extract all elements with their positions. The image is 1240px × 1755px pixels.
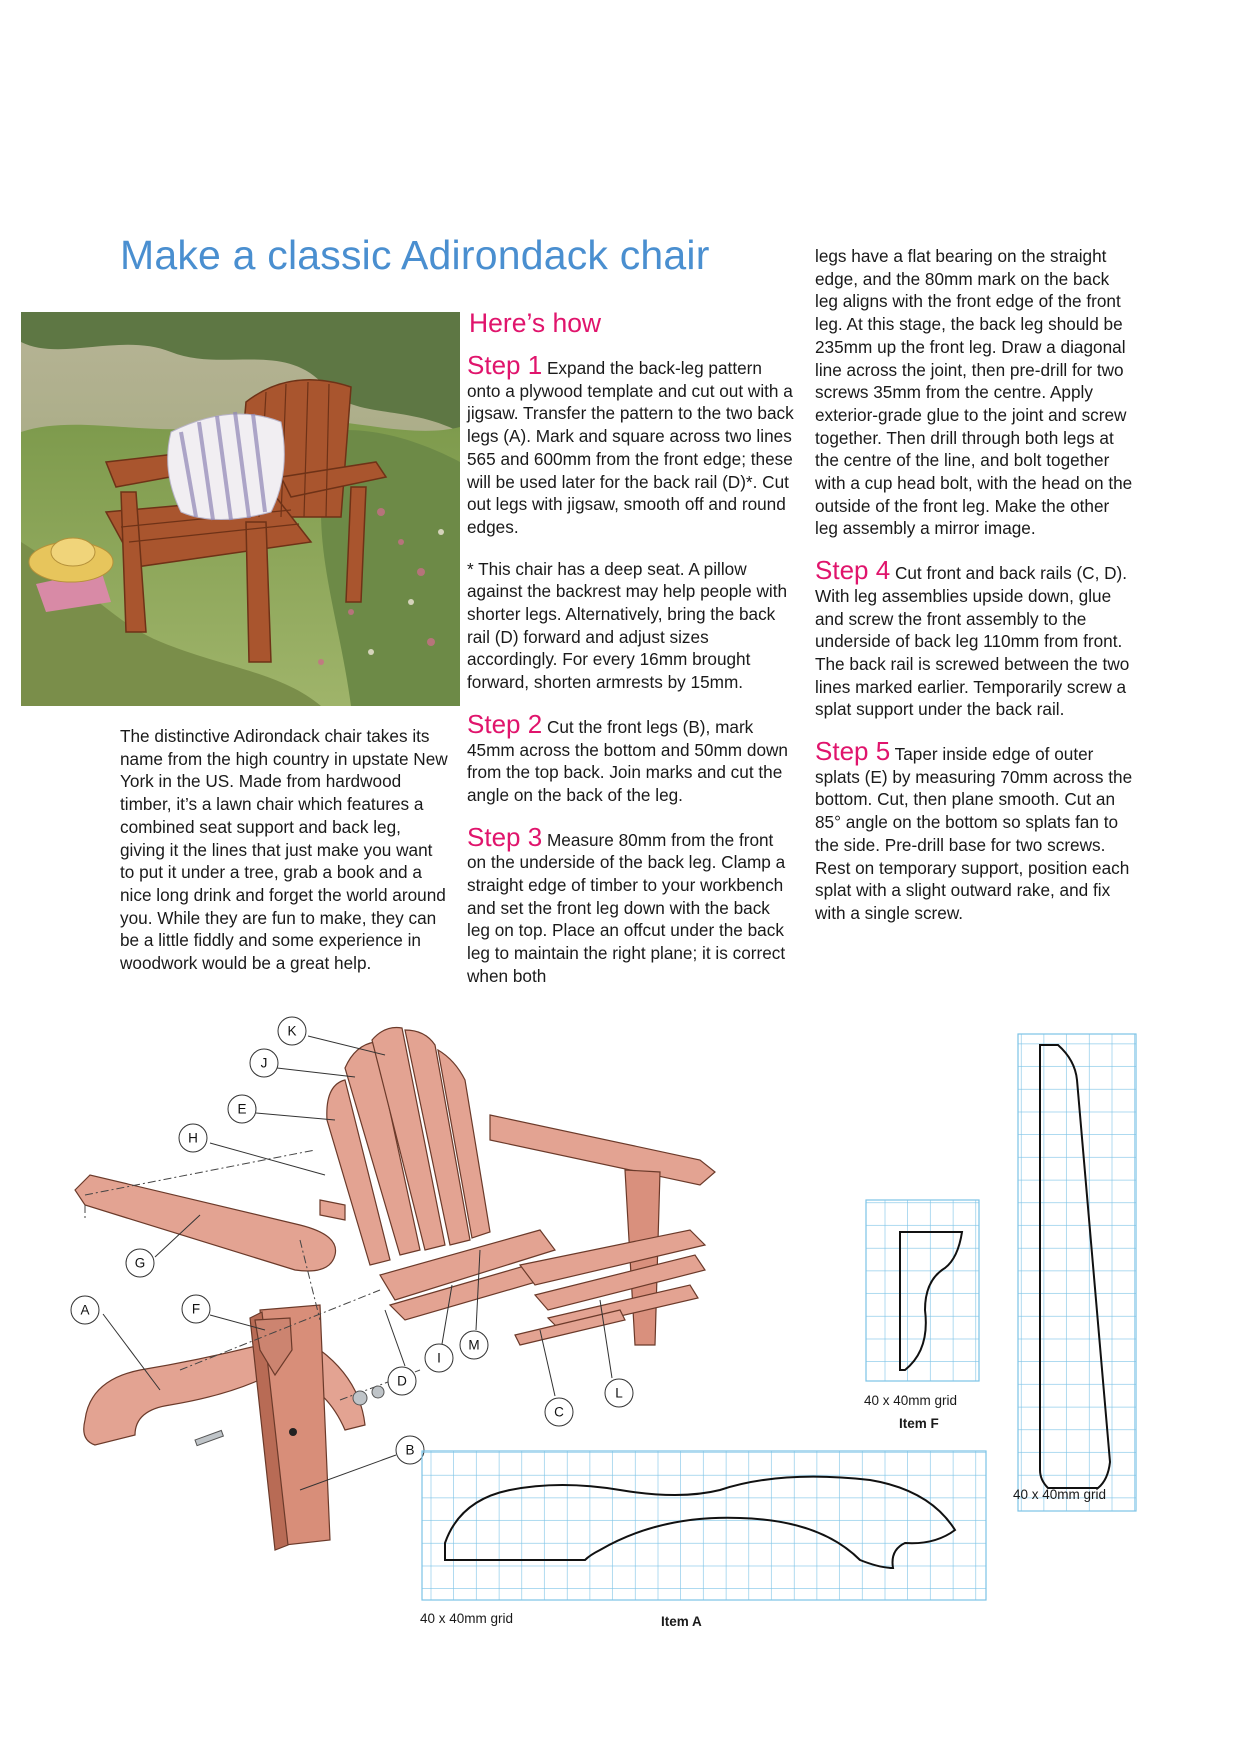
splat-grid-caption: 40 x 40mm grid	[1013, 1487, 1107, 1502]
heres-how-heading: Here’s how	[469, 308, 602, 338]
intro-text: The distinctive Adirondack chair takes its name from the high country in upstate New York in the US. Made from hardwood timber, it’s a lawn chair which features a combined seat support and back leg, giving it the lines that just make you want to put it under a tree, grab a book and a nice long drink and forget the world around you. While they are fun to make, they can be a little fiddly and some experience in woodwork would be a great help.	[120, 726, 448, 974]
step-4	[815, 555, 1135, 721]
part-letter-i: I	[437, 1350, 441, 1366]
step-4-label: Step 4	[815, 555, 891, 586]
item-f-grid-caption: 40 x 40mm grid	[864, 1393, 958, 1408]
part-letter-h: H	[188, 1130, 198, 1146]
column-middle	[467, 350, 797, 988]
part-letter-c: C	[554, 1404, 564, 1420]
item-a-grid	[422, 1451, 986, 1600]
bolt-hole-icon	[289, 1428, 297, 1436]
step-3-label: Step 3	[467, 821, 543, 852]
part-letter-g: G	[134, 1255, 146, 1271]
item-a-grid-caption: 40 x 40mm grid	[420, 1611, 514, 1626]
exploded-diagram	[0, 1000, 1240, 1680]
part-letter-l: L	[615, 1385, 623, 1401]
step-3-text: Measure 80mm from the front on the underside of the back leg. Clamp a straight edge of timber to your workbench and set the front leg down with the back leg on top. Place an offcut under the back leg to maintain the right plane; it is correct when both	[467, 829, 786, 986]
step-5-text: Taper inside edge of outer splats (E) by measuring 70mm across the bottom. Cut, then plane smooth. Cut an 85° angle on the bottom so splats fan to the side. Pre-drill base for two screws. Rest on temporary support, position each splat with a slight outward rake, and fix with a single screw.	[815, 744, 1133, 923]
part-letter-f: F	[191, 1301, 201, 1317]
item-f-caption	[899, 1416, 939, 1431]
step-1-label: Step 1	[467, 350, 543, 380]
step-3	[467, 821, 797, 988]
step-2	[467, 708, 797, 807]
step-5-label: Step 5	[815, 736, 891, 767]
item-f-label: Item F	[899, 1416, 939, 1431]
part-letter-j: J	[260, 1055, 268, 1071]
part-letter-e: E	[237, 1101, 247, 1117]
item-a-caption	[661, 1614, 702, 1629]
chair-photo	[21, 312, 460, 706]
step-1	[467, 350, 797, 539]
part-letter-k: K	[287, 1023, 297, 1039]
chair-photo-image	[21, 312, 460, 706]
part-letter-m: M	[468, 1337, 480, 1353]
footnote: * This chair has a deep seat. A pillow against the backrest may help people with shorter legs. Alternatively, bring the back rail (D) forward and adjust sizes accordingly. For every 16mm brought forward, shorten armrests by 15mm.	[467, 558, 788, 693]
step-2-label: Step 2	[467, 708, 543, 739]
step-5	[815, 736, 1135, 925]
column-right	[815, 245, 1135, 925]
part-letter-b: B	[405, 1442, 415, 1458]
part-letter-a: A	[80, 1302, 90, 1318]
splat-grid	[1018, 1034, 1136, 1511]
item-a-label: Item A	[661, 1614, 702, 1629]
step-3-continued: legs have a flat bearing on the straight edge, and the 80mm mark on the back leg aligns with the front edge of the front leg. At this stage, the back leg should be 235mm up the front leg. Draw a diagonal line across the joint, then pre-drill for two screws 35mm from the centre. Apply exterior-grade glue to the joint and screw together. Then drill through both legs at the centre of the line, and bolt together with a cup head bolt, with the head on the outside of the front leg. Make the other leg assembly a mirror image.	[815, 246, 1133, 539]
step-2-text: Cut the front legs (B), mark 45mm across the bottom and 50mm down from the top back. Join marks and cut the angle on the back of the leg.	[467, 716, 788, 805]
page-title: Make a classic Adirondack chair	[120, 232, 710, 278]
part-letter-d: D	[397, 1373, 407, 1389]
step-4-text: Cut front and back rails (C, D). With leg assemblies upside down, glue and screw the front assembly to the underside of back leg 110mm from front. The back rail is screwed between the two lines marked earlier. Temporarily screw a splat support under the back rail.	[815, 563, 1130, 720]
item-f-grid	[866, 1200, 979, 1381]
step-1-text: Expand the back-leg pattern onto a plywood template and cut out with a jigsaw. Transfer the pattern to the two back legs (A). Mark and square across two lines 565 and 600mm from the front edge; these will be used later for the back rail (D)*. Cut out legs with jigsaw, smooth off and round edges.	[467, 358, 794, 537]
